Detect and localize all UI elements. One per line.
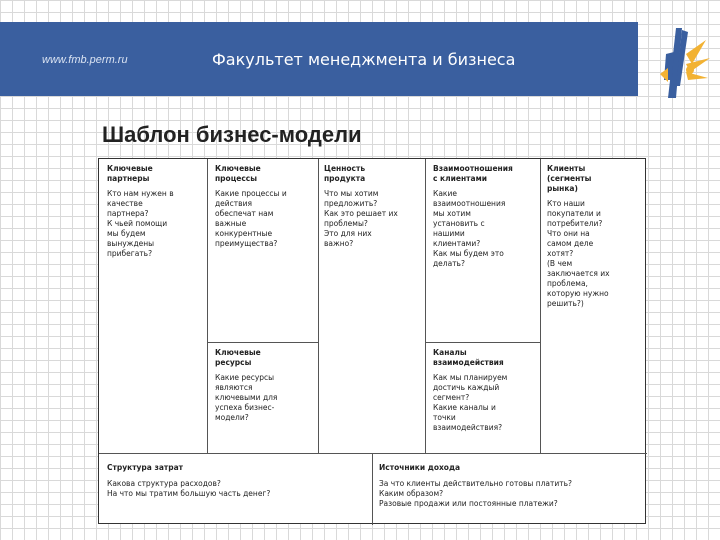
key-partners-block	[107, 164, 205, 259]
revenue-streams-title: Источники дохода	[379, 463, 461, 472]
customer-segments-text: Кто наши покупатели и потребители? Что они на самом деле хотят? (В чем заключается их проблема, которую нужно решить?)	[547, 199, 610, 308]
divider-costs	[99, 453, 647, 454]
divider-resources	[207, 342, 318, 343]
key-processes-block	[215, 164, 315, 249]
channels-block	[433, 348, 539, 433]
header-banner	[0, 22, 638, 96]
cost-structure-block	[107, 463, 369, 499]
slide-title: Шаблон бизнес-модели	[102, 122, 362, 147]
customer-segments-block	[547, 164, 645, 309]
customer-relationships-block	[433, 164, 539, 269]
divider-partners	[207, 159, 208, 453]
revenue-streams-text: За что клиенты действительно готовы платить? Каким образом? Разовые продажи или постоянные платежи?	[379, 479, 573, 508]
value-proposition-text: Что мы хотим предложить? Как это решает их проблемы? Это для них важно?	[324, 189, 398, 248]
site-url[interactable]: www.fmb.perm.ru	[42, 54, 128, 66]
customer-relationships-title: Взаимоотношения с клиентами	[433, 164, 513, 183]
key-processes-text: Какие процессы и действия обеспечат нам важные конкурентные преимущества?	[215, 189, 287, 248]
key-partners-text: Кто нам нужен в качестве партнера? К чьей помощи мы будем вынуждены прибегать?	[107, 189, 174, 258]
value-proposition-block	[324, 164, 424, 249]
divider-value	[425, 159, 426, 453]
channels-text: Как мы планируем достичь каждый сегмент? Какие каналы и точки взаимодействия?	[433, 373, 508, 432]
university-logo-icon	[646, 24, 712, 100]
customer-segments-title: Клиенты (сегменты рынка)	[547, 164, 592, 193]
divider-relationships	[540, 159, 541, 453]
cost-structure-text: Какова структура расходов? На что мы тратим большую часть денег?	[107, 479, 271, 498]
faculty-title: Факультет менеджмента и бизнеса	[212, 50, 516, 69]
channels-title: Каналы взаимодействия	[433, 348, 504, 367]
key-resources-title: Ключевые ресурсы	[215, 348, 261, 367]
customer-relationships-text: Какие взаимоотношения мы хотим установить с нашими клиентами? Как мы будем это делать?	[433, 189, 506, 268]
key-processes-title: Ключевые процессы	[215, 164, 261, 183]
business-model-canvas	[98, 158, 646, 524]
revenue-streams-block	[379, 463, 643, 509]
key-resources-text: Какие ресурсы являются ключевыми для успеха бизнес- модели?	[215, 373, 278, 422]
key-partners-title: Ключевые партнеры	[107, 164, 153, 183]
value-proposition-title: Ценность продукта	[324, 164, 366, 183]
divider-processes	[318, 159, 319, 453]
key-resources-block	[215, 348, 315, 423]
divider-channels	[425, 342, 540, 343]
divider-bottom	[372, 453, 373, 525]
cost-structure-title: Структура затрат	[107, 463, 184, 472]
